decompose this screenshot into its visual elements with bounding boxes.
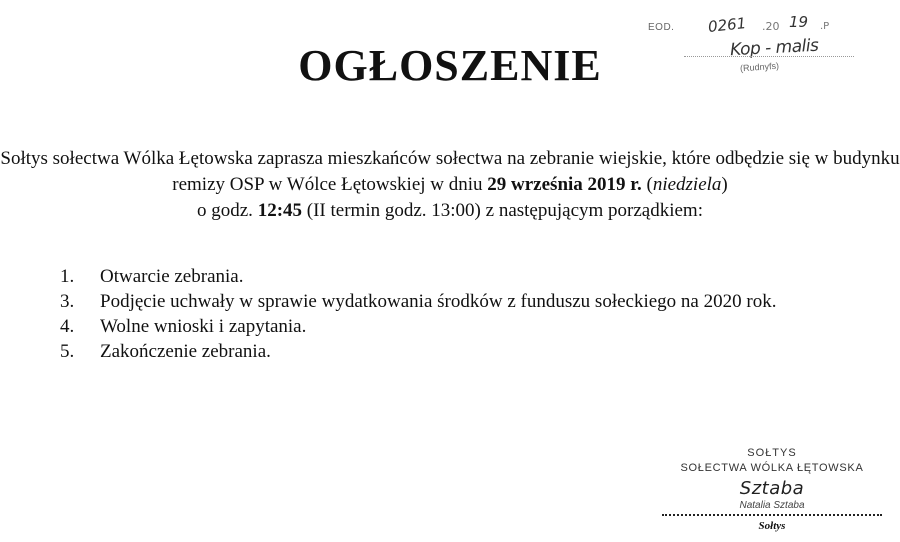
agenda-list (60, 264, 776, 364)
agenda-item-text: Otwarcie zebrania. (100, 266, 244, 287)
agenda-item (60, 339, 776, 364)
intro-paren-open: ( (641, 174, 653, 195)
signatory-name: Natalia Sztaba (739, 500, 805, 511)
agenda-item-number: 4. (60, 316, 75, 337)
signature-caption: Sołtys (758, 520, 786, 532)
stamp-year-prefix: .20 (762, 20, 780, 33)
agenda-item-text: Zakończenie zebrania. (100, 341, 271, 362)
stamp-signature: Kop - malis (729, 35, 819, 61)
intro-paragraph (0, 146, 900, 224)
stamp-note: (Rudnyfs) (739, 60, 780, 74)
intro-time-prefix: o godz. (197, 200, 258, 221)
document-title: OGŁOSZENIE (298, 41, 602, 90)
intro-time-suffix: (II termin godz. 13:00) z następującym porządkiem: (302, 200, 703, 221)
agenda-item-text: Wolne wnioski i zapytania. (100, 316, 307, 337)
stamp-year: 19 (789, 13, 809, 31)
agenda-item-number: 3. (60, 291, 75, 312)
agenda-item-text: Podjęcie uchwały w sprawie wydatkowania środków z funduszu sołeckiego na 2020 rok. (100, 291, 777, 312)
meeting-time: 12:45 (257, 200, 303, 221)
stamp-number: 0261 (707, 14, 748, 36)
intro-paren-close: ) (721, 174, 728, 195)
signature-role: SOŁTYS (747, 447, 797, 459)
agenda-item-number: 5. (60, 341, 75, 362)
agenda-item (60, 264, 776, 289)
handwritten-signature: Sztaba (739, 478, 805, 499)
agenda-item-number: 1. (60, 266, 75, 287)
intro-text: Sołtys sołectwa Wólka Łętowska zaprasza mieszkańców sołectwa na zebranie wiejskie, które odbędzie się w budynku remizy OSP w Wólce Łętowskiej w dniu (0, 148, 900, 195)
meeting-date: 29 września 2019 r. (487, 174, 642, 195)
stamp-page: .P (820, 21, 830, 32)
signature-dotted-line (662, 514, 882, 516)
stamp-label: EOD. (648, 22, 675, 33)
signature-organization: SOŁECTWA WÓLKA ŁĘTOWSKA (680, 462, 864, 474)
agenda-item (60, 289, 776, 314)
meeting-weekday: niedziela (652, 174, 722, 195)
signature-block (660, 446, 884, 534)
agenda-item (60, 314, 776, 339)
